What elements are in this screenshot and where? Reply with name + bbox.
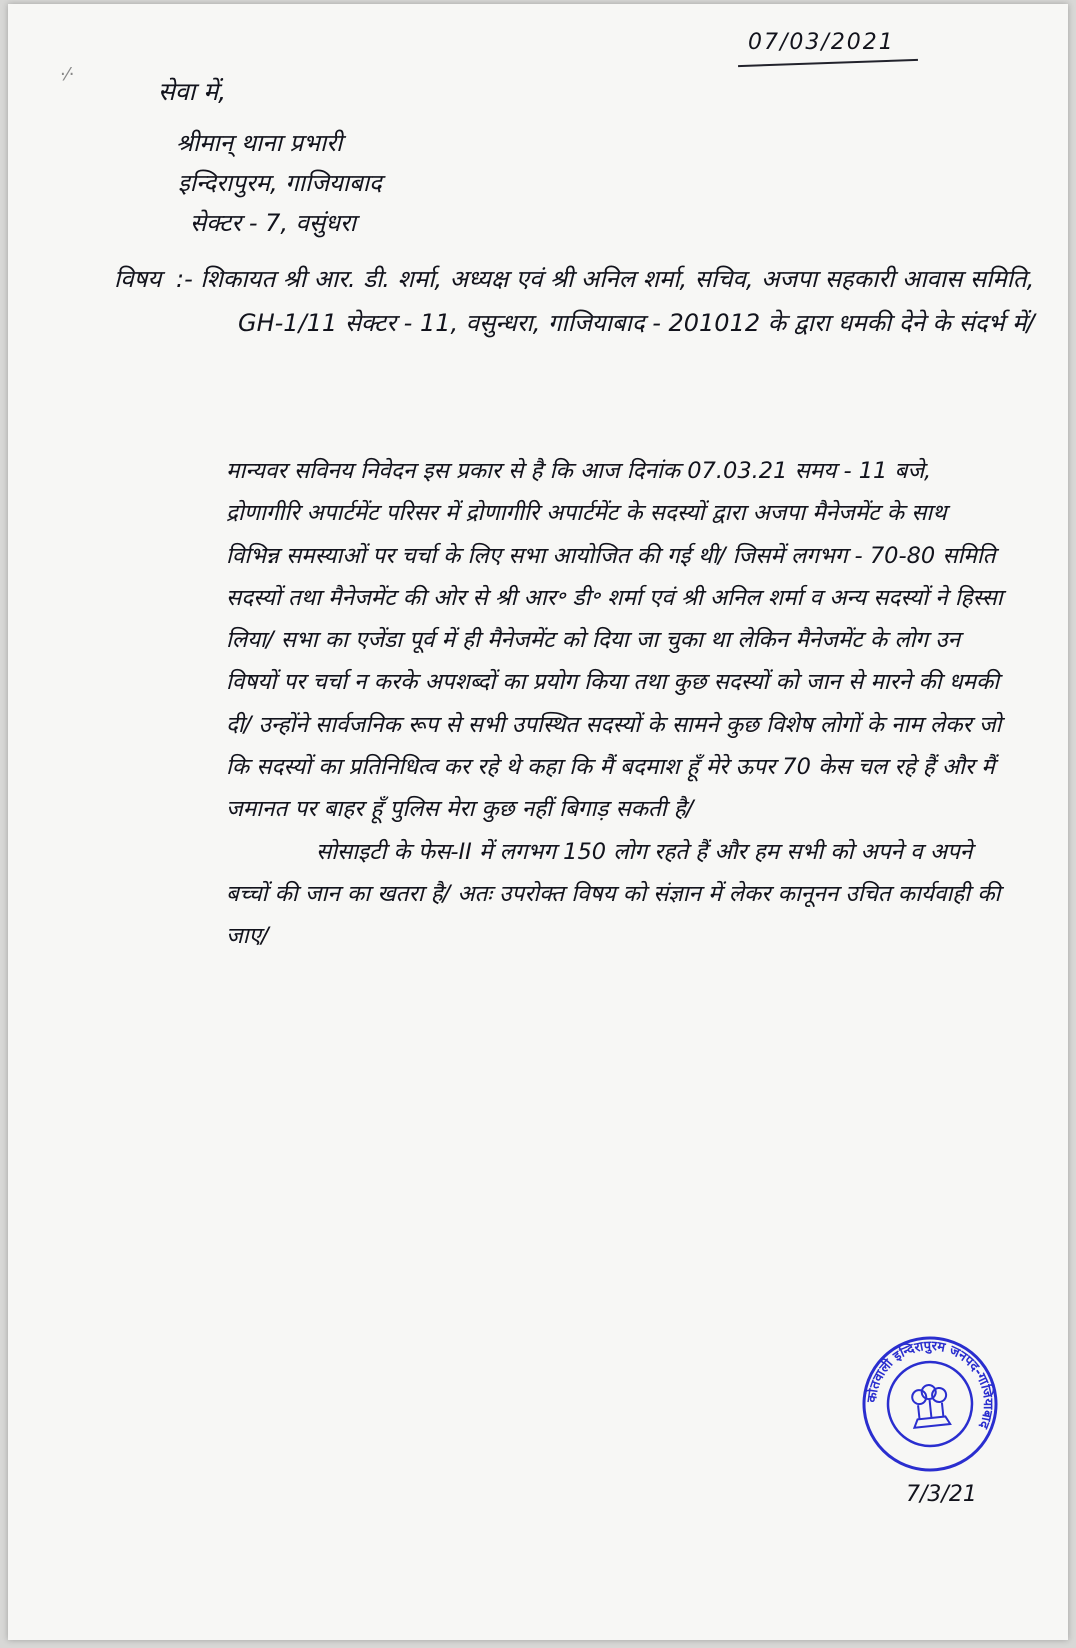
date-underline <box>738 59 918 67</box>
margin-mark: ·⁄· <box>60 64 75 85</box>
subject-block: विषय :- शिकायत श्री आर. डी. शर्मा, अध्यक्ष एवं श्री अनिल शर्मा, सचिव, अजपा सहकारी आवास समिति, GH-1/11 सेक्टर - 11, वसुन्धरा, गाजियाबाद - 201012 के द्वारा धमकी देने के संदर्भ में/ <box>114 265 1035 337</box>
salutation: सेवा में, <box>158 77 227 106</box>
police-station-stamp <box>853 1327 1007 1481</box>
recipient-line-1: श्रीमान् थाना प्रभारी <box>176 129 343 157</box>
body-paragraph-2: सोसाइटी के फेस-II में लगभग 150 लोग रहते हैं और हम सभी को अपने व अपने बच्चों की जान का खतरा है/ अतः उपरोक्त विषय को संज्ञान में लेकर कानूनन उचित कार्यवाही की जाए/ <box>226 838 1001 950</box>
emblem-icon <box>910 1383 950 1428</box>
subject-text: :- शिकायत श्री आर. डी. शर्मा, अध्यक्ष एवं श्री अनिल शर्मा, सचिव, अजपा सहकारी आवास समिति, GH-1/11 सेक्टर - 11, वसुन्धरा, गाजियाबाद - 201012 के द्वारा धमकी देने के संदर्भ में/ <box>176 265 1035 337</box>
svg-text:कोतवाली इन्दिरापुरम जनपद-गाजिय <box>858 1332 1000 1444</box>
letter-date: 07/03/2021 <box>748 30 895 55</box>
recipient-line-3: सेक्टर - 7, वसुंधरा <box>190 209 357 237</box>
letter-body <box>226 450 1006 958</box>
letter-page <box>8 4 1068 1640</box>
body-paragraph-1: मान्यवर सविनय निवेदन इस प्रकार से है कि आज दिनांक 07.03.21 समय - 11 बजे, द्रोणागीरि अपार्टमेंट परिसर में द्रोणागीरि अपार्टमेंट के सदस्यों द्वारा अजपा मैनेजमेंट के साथ विभिन्न समस्याओं पर चर्चा के लिए सभा आयोजित की गई थी/ जिसमें लगभग - 70-80 समिति सदस्यों तथा मैनेजमेंट की ओर से श्री आर॰ डी॰ शर्मा एवं श्री अनिल शर्मा व अन्य सदस्यों ने हिस्सा लिया/ सभा का एजेंडा पूर्व में ही मैनेजमेंट को दिया जा चुका था लेकिन मैनेजमेंट के लोग उन विषयों पर चर्चा न करके अपशब्दों का प्रयोग किया तथा कुछ सदस्यों को जान से मारने की धमकी दी/ उन्होंने सार्वजनिक रूप से सभी उपस्थित सदस्यों के सामने कुछ विशेष लोगों के नाम लेकर जो कि सदस्यों का प्रतिनिधित्व कर रहे थे कहा कि मैं बदमाश हूँ मेरे ऊपर 70 केस चल रहे हैं और मैं जमानत पर बाहर हूँ पुलिस मेरा कुछ नहीं बिगाड़ सकती है/ <box>226 458 1003 823</box>
officer-initials: 7/3/21 <box>906 1482 977 1507</box>
stamp-text: कोतवाली इन्दिरापुरम जनपद-गाजियाबाद <box>864 1338 996 1431</box>
recipient-line-2: इन्दिरापुरम, गाजियाबाद <box>178 169 382 197</box>
